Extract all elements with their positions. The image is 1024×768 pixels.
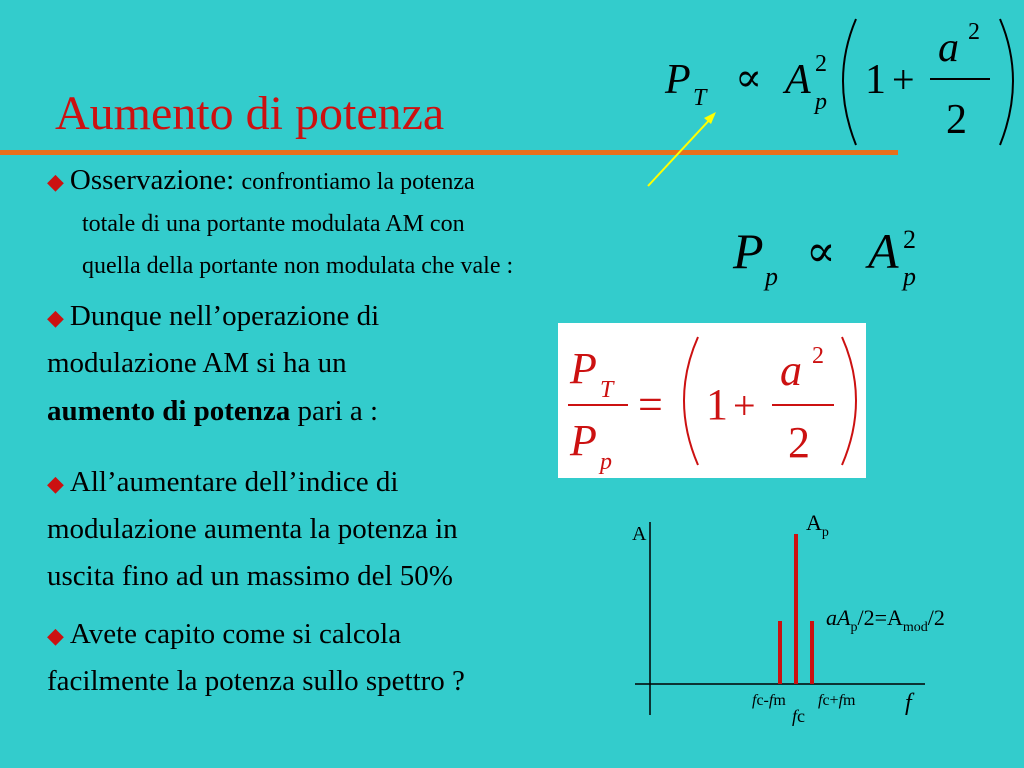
svg-text:p: p [600,449,612,475]
ratio-formula [558,323,866,478]
spectrum-diagram [620,500,1024,768]
svg-text:A: A [868,223,899,279]
svg-text:p: p [903,262,916,291]
diamond-bullet-icon: ◆ [47,169,64,194]
svg-text:p: p [815,89,827,115]
svg-text:2: 2 [788,418,810,467]
ratio-formula-box [558,323,866,478]
svg-text:+: + [733,383,756,428]
carrier-label: $A_p$ [806,510,829,540]
diamond-bullet-icon: ◆ [47,623,64,648]
bullet-aumentare: ◆ All’aumentare dell’indice di [47,466,399,498]
svg-text:2: 2 [815,51,827,77]
svg-text:∝: ∝ [806,227,836,276]
svg-text:P: P [733,223,764,279]
aumento-line: aumento di potenza pari a : [47,395,379,427]
svg-text:a: a [780,346,802,395]
svg-text:=: = [638,380,663,429]
bullet-osservazione: ◆ Osservazione: confrontiamo la potenza [47,164,475,196]
bullet-avete: ◆ Avete capito come si calcola [47,618,402,650]
svg-text:2: 2 [903,225,916,254]
bullet-dunque: ◆ Dunque nell’operazione di [47,300,380,332]
svg-text:2: 2 [968,19,980,45]
svg-text:P: P [570,344,597,393]
svg-text:P: P [570,416,597,465]
tick-fc-plus-fm: fc+fm [818,692,856,709]
svg-text:a: a [938,25,959,71]
carrier-power-formula [728,210,938,300]
x-axis-label: f [905,690,912,716]
svg-text:A: A [785,57,811,103]
svg-text:+: + [892,57,915,102]
diamond-bullet-icon: ◆ [47,305,64,330]
svg-text:p: p [765,262,778,291]
svg-text:T: T [693,85,707,111]
proportional-symbol: ∝ [735,55,763,100]
svg-text:2: 2 [812,343,824,369]
svg-text:T: T [600,377,614,403]
sideband-label: $aA_p/2=A_{mod}/2$ [826,605,945,635]
slide-title: Aumento di potenza [55,87,445,140]
svg-text:1: 1 [706,380,728,429]
tick-fc-minus-fm: fc-fm [752,692,786,709]
svg-text:2: 2 [946,97,967,143]
svg-text:1: 1 [865,57,886,103]
y-axis-label: A [632,523,647,545]
diamond-bullet-icon: ◆ [47,471,64,496]
tick-fc: fc [792,706,806,726]
pt-symbol: P [665,57,691,103]
